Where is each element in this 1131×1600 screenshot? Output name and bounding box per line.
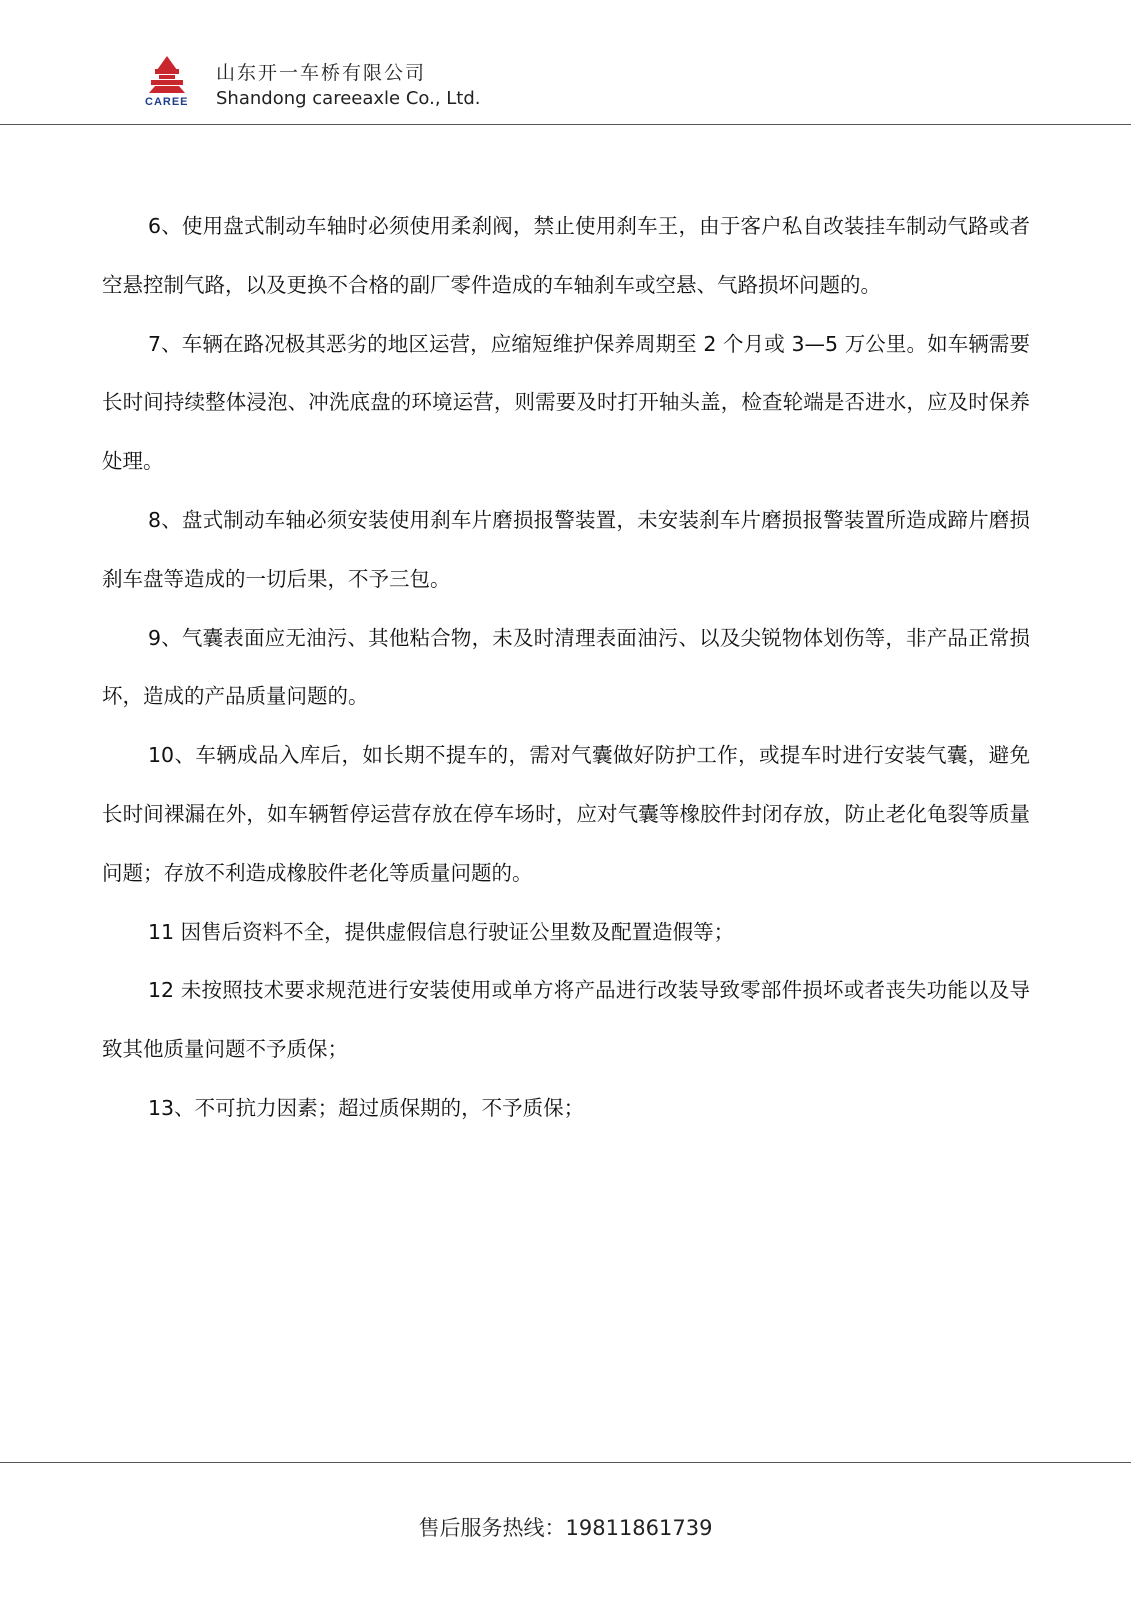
logo-text: CAREE bbox=[145, 96, 189, 108]
paragraph-11: 11 因售后资料不全，提供虚假信息行驶证公里数及配置造假等； bbox=[148, 919, 735, 944]
page-header bbox=[0, 0, 1131, 128]
paragraph-8: 8、盘式制动车轴必须安装使用刹车片磨损报警装置，未安装刹车片磨损报警装置所造成蹄片磨损刹车盘等造成的一切后果，不予三包。 bbox=[102, 507, 1030, 591]
hotline-label: 售后服务热线： bbox=[418, 1516, 566, 1540]
company-name-cn: 山东开一车桥有限公司 bbox=[216, 62, 427, 84]
company-name-en: Shandong careeaxle Co., Ltd. bbox=[216, 88, 481, 109]
header-divider bbox=[0, 124, 1131, 125]
service-hotline bbox=[0, 1512, 1131, 1542]
paragraph-9: 9、气囊表面应无油污、其他粘合物，未及时清理表面油污、以及尖锐物体划伤等，非产品正常损坏，造成的产品质量问题的。 bbox=[102, 625, 1030, 709]
paragraph-13: 13、不可抗力因素；超过质保期的，不予质保； bbox=[148, 1095, 585, 1120]
company-logo-icon bbox=[145, 56, 203, 108]
paragraph-12: 12 未按照技术要求规范进行安装使用或单方将产品进行改装导致零部件损坏或者丧失功能以及导致其他质量问题不予质保； bbox=[102, 978, 1030, 1062]
footer-divider bbox=[0, 1462, 1131, 1463]
document-body bbox=[102, 197, 1030, 1138]
paragraph-7: 7、车辆在路况极其恶劣的地区运营，应缩短维护保养周期至 2 个月或 3—5 万公里。如车辆需要长时间持续整体浸泡、冲洗底盘的环境运营，则需要及时打开轴头盖，检查轮端是否进水，应及时保养处理。 bbox=[102, 331, 1030, 474]
paragraph-6: 6、使用盘式制动车轴时必须使用柔刹阀，禁止使用刹车王，由于客户私自改装挂车制动气路或者空悬控制气路，以及更换不合格的副厂零件造成的车轴刹车或空悬、气路损坏问题的。 bbox=[102, 214, 1030, 297]
hotline-number: 19811861739 bbox=[565, 1516, 713, 1540]
paragraph-10: 10、车辆成品入库后，如长期不提车的，需对气囊做好防护工作，或提车时进行安装气囊，避免长时间裸漏在外，如车辆暂停运营存放在停车场时，应对气囊等橡胶件封闭存放，防止老化龟裂等质量问题；存放不利造成橡胶件老化等质量问题的。 bbox=[102, 743, 1030, 885]
